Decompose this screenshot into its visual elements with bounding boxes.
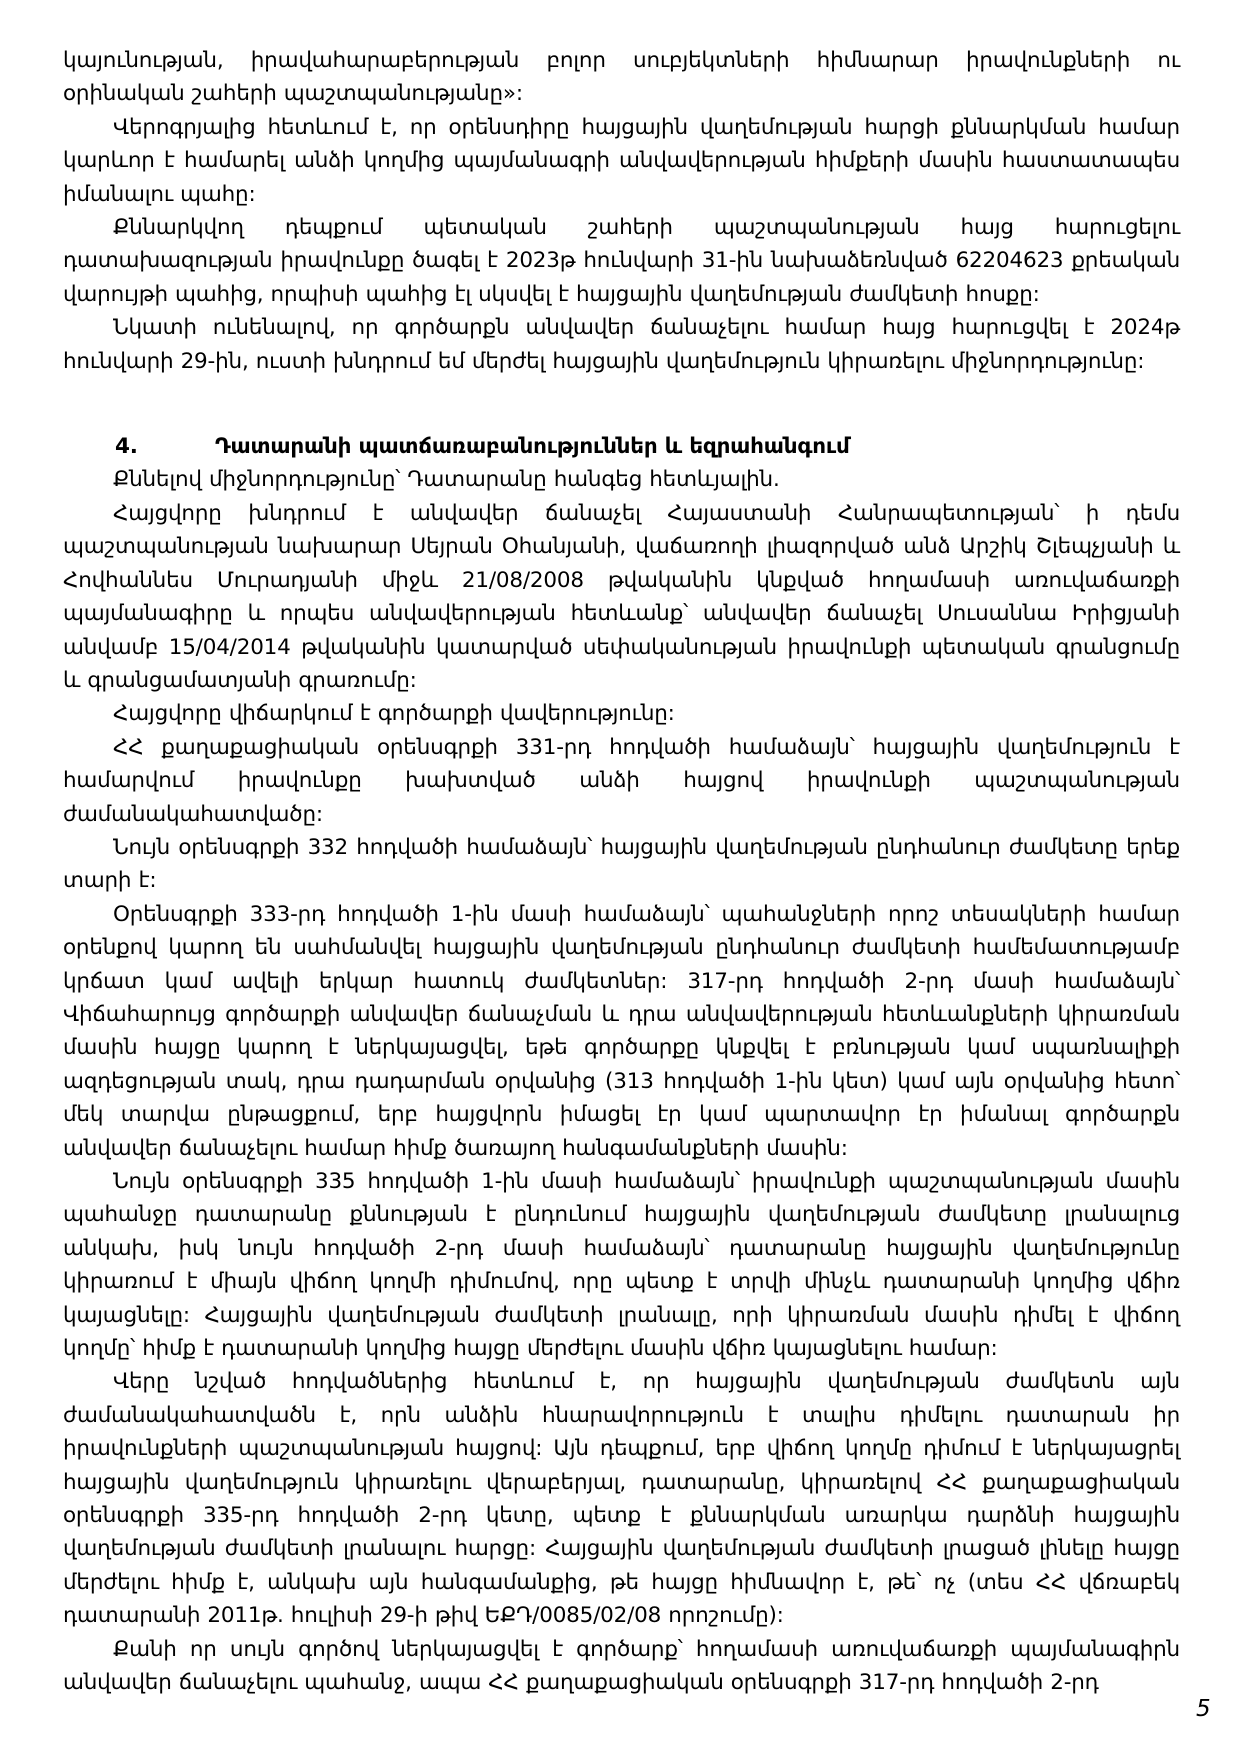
page-number: 5 [1196,1696,1211,1722]
paragraph: Նկատի ունենալով, որ գործարքն անվավեր ճանաչելու համար հայց հարուցվել է 2024թ հունվարի 29-ին, ուստի խնդրում եմ մերժել հայցային վաղեմություն կիրառելու միջնորդությունը: [63,315,1180,374]
paragraph: Նույն օրենսգրքի 332 հոդվածի համաձայն՝ հայցային վաղեմության ընդհանուր ժամկետը երեք տարի է: [63,834,1180,894]
paragraph: Հայցվորը խնդրում է անվավեր ճանաչել Հայաստանի Հանրապետության՝ ի դեմս պաշտպանության նախարար Սեյրան Օհանյանի, վաճառողի լիազորված անձ Արշիկ Շլեպչյանի և Հովհաննես Մուրադյանի միջև 21/08/2008 թվականին կնքված հողամասի առուվաճառքի պայմանագիրը և որպես անվավերության հետևանք՝ անվավեր ճանաչել Սուսաննա Իրիցյանի անվամբ 15/04/2014 թվականին կատարված սեփականության իրավունքի պետական գրանցումը և գրանցամատյանի գրառումը: [63,500,1180,693]
section-title: Դատարանի պատճառաբանություններ և եզրահանգում [215,434,850,460]
document-body [63,44,1180,1700]
paragraph: Քանի որ սույն գործով ներկայացվել է գործարք՝ հողամասի առուվաճառքի պայմանագիրն անվավեր ճանաչելու պահանջ, ապա ՀՀ քաղաքացիական օրենսգրքի 317-րդ հոդվածի 2-րդ [63,1636,1180,1696]
section-heading [63,430,1180,463]
paragraph: Քննելով միջնորդությունը՝ Դատարանը հանգեց հետևյալին. [113,467,780,493]
paragraph: Նույն օրենսգրքի 335 հոդվածի 1-ին մասի համաձայն՝ իրավունքի պաշտպանության մասին պահանջը դատարանը քննության է ընդունում հայցային վաղեմության ժամկետը լրանալուց անկախ, իսկ նույն հոդվածի 2-րդ մասի համաձայն՝ դատարանը հայցային վաղեմությունը կիրառում է միայն վիճող կողմի դիմումով, որը պետք է տրվի մինչև դատարանի կողմից վճիռ կայացնելը: Հայցային վաղեմության ժամկետի լրանալը, որի կիրառման մասին դիմել է վիճող կողմը՝ հիմք է դատարանի կողմից հայցը մերժելու մասին վճիռ կայացնելու համար: [63,1169,1180,1362]
paragraph: Վերը նշված հոդվածներից հետևում է, որ հայցային վաղեմության ժամկետն այն ժամանակահատվածն է, որն անձին հնարավորություն է տալիս դիմելու դատարան իր իրավունքների պաշտպանության հայցով: Այն դեպքում, երբ վիճող կողմը դիմում է ներկայացրել հայցային վաղեմություն կիրառելու վերաբերյալ, դատարանը, կիրառելով ՀՀ քաղաքացիական օրենսգրքի 335-րդ հոդվածի 2-րդ կետը, պետք է քննարկման առարկա դարձնի հայցային վաղեմության ժամկետի լրանալու հարցը: Հայցային վաղեմության ժամկետի լրացած լինելը հայցը մերժելու հիմք է, անկախ այն հանգամանքից, թե հայցը հիմնավոր է, թե՝ ոչ (տես ՀՀ վճռաբեկ դատարանի 2011թ. հուլիսի 29-ի թիվ ԵՔԴ/0085/02/08 որոշումը): [63,1369,1180,1629]
paragraph: Քննարկվող դեպքում պետական շահերի պաշտպանության հայց հարուցելու դատախազության իրավունքը ծագել է 2023թ հունվարի 31-ին նախաձեռնված 62204623 քրեական վարույթի պահից, որպիսի պահից էլ սկսվել է հայցային վաղեմության ժամկետի հոսքը: [63,215,1180,307]
paragraph: Օրենսգրքի 333-րդ հոդվածի 1-ին մասի համաձայն՝ պահանջների որոշ տեսակների համար օրենքով կարող են սահմանվել հայցային վաղեմության ընդհանուր ժամկետի համեմատությամբ կրճատ կամ ավելի երկար հատուկ ժամկետներ: 317-րդ հոդվածի 2-րդ մասի համաձայն՝ Վիճահարույց գործարքի անվավեր ճանաչման և դրա անվավերության հետևանքների կիրառման մասին հայցը կարող է ներկայացվել, եթե գործարքը կնքվել է բռնության կամ սպառնալիքի ազդեցության տակ, դրա դադարման օրվանից (313 հոդվածի 1-ին կետ) կամ այն օրվանից հետո՝ մեկ տարվա ընթացքում, երբ հայցվորն իմացել էր կամ պարտավոր էր իմանալ գործարքն անվավեր ճանաչելու համար հիմք ծառայող հանգամանքների մասին: [63,901,1180,1161]
paragraph: ՀՀ քաղաքացիական օրենսգրքի 331-րդ հոդվածի համաձայն՝ հայցային վաղեմություն է համարվում իրավունքը խախտված անձի հայցով իրավունքի պաշտպանության ժամանակահատվածը: [63,734,1180,827]
section-number: 4. [115,434,138,460]
paragraph: կայունության, իրավահարաբերության բոլոր սուբյեկտների հիմնարար իրավունքների ու օրինական շահերի պաշտպանությանը»: [63,48,1180,107]
paragraph: Հայցվորը վիճարկում է գործարքի վավերությունը: [113,701,675,727]
paragraph: Վերոգրյալից հետևում է, որ օրենսդիրը հայցային վաղեմության հարցի քննարկման համար կարևոր է համարել անձի կողմից պայմանագրի անվավերության հիմքերի մասին հաստատապես իմանալու պահը: [63,114,1180,207]
